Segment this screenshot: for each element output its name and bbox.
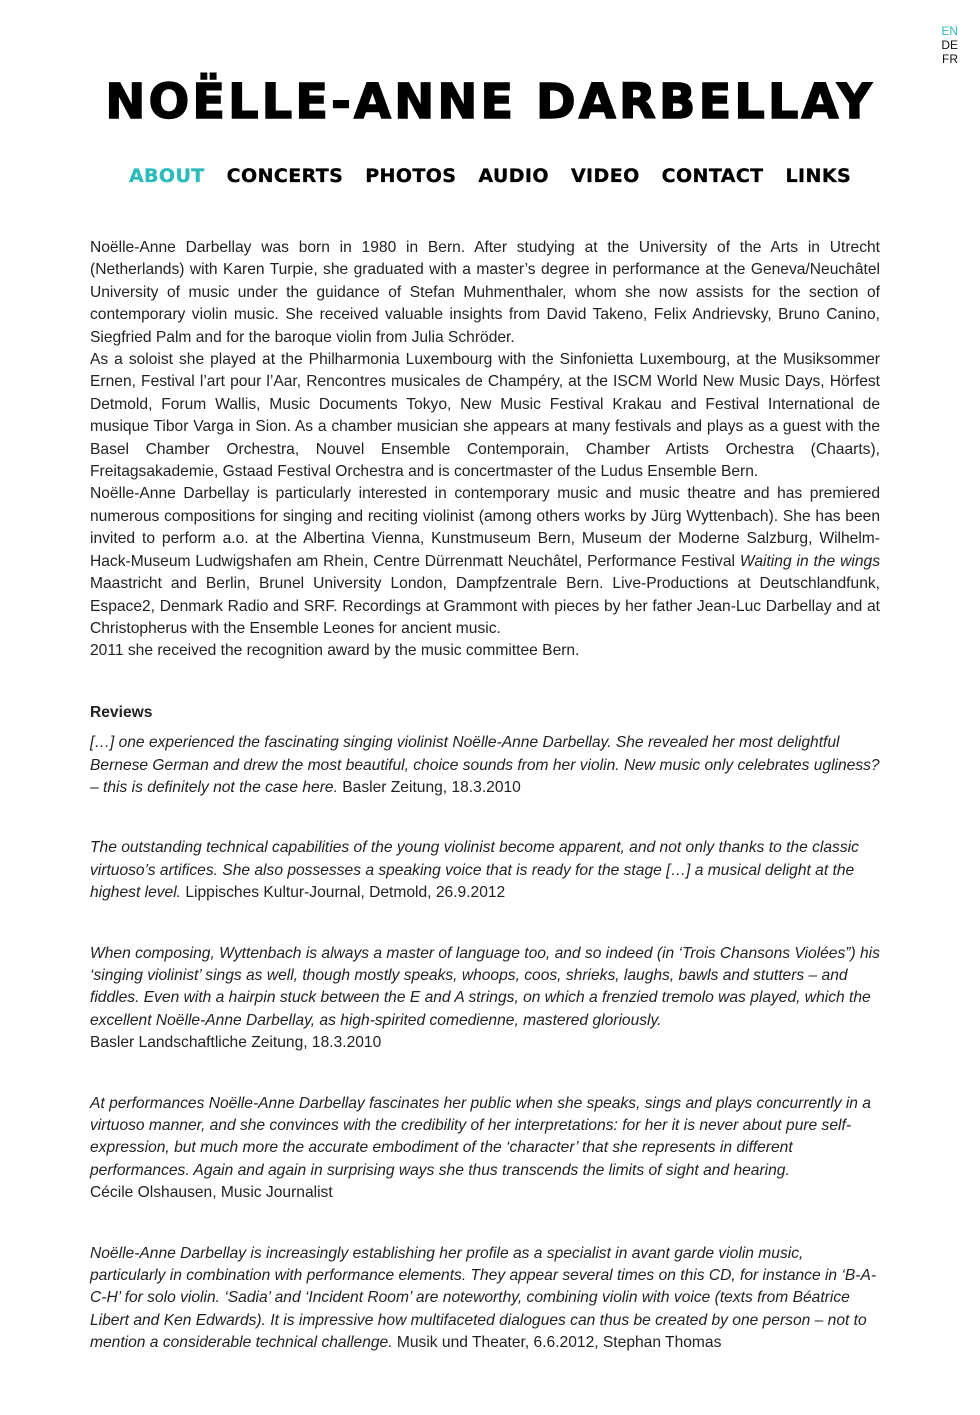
bio-paragraph: Noëlle-Anne Darbellay was born in 1980 in Bern. After studying at the University of the Arts in Utrecht (Netherlands) with Karen Turpie, she graduated with a master’s degree in performance at the Geneva/Neuchâtel University of music under the guidance of Stefan Muhmenthaler, whom she now assists for the section of contemporary violin music. She received valuable insights from David Takeno, Felix Andrievsky, Bruno Canino, Siegfried Palm and for the baroque violin from Julia Schröder. — [90, 239, 880, 346]
festival-title: Waiting in the wings — [739, 552, 880, 570]
bio-text: Noëlle-Anne Darbellay is particularly interested in contemporary music and music theatre and has premiered numerous compositions for singing and reciting violinist (among others works by Jürg Wyttenbach). She has been invited to perform a.o. at the Albertina Vienna, Kunstmuseum Bern, Museum der Moderne Salzburg, Wilhelm-Hack-Museum Ludwigshafen am Rhein, Centre Dürrenmatt Neuchâtel, Performance Festival — [90, 485, 880, 570]
review-quote: When composing, Wyttenbach is always a master of language too, and so indeed (in ‘Trois Chansons Violées”) his ‘singing violinist’ sings as well, though mostly speaks, whoops, coos, shrieks, laughs, bawls and stutters – and fiddles. Even with a hairpin stuck between the E and A strings, on which a frenzied tremolo was played, which the excellent Noëlle-Anne Darbellay, as high-spirited comedienne, mastered gloriously. — [90, 944, 880, 1029]
language-switcher — [941, 24, 958, 66]
review-item — [90, 1243, 880, 1355]
review-item — [90, 732, 880, 799]
review-item — [90, 943, 880, 1055]
review-source: Basler Landschaftliche Zeitung, 18.3.2010 — [90, 1034, 382, 1052]
main-content — [90, 237, 880, 1393]
nav-item-concerts[interactable]: CONCERTS — [226, 165, 344, 187]
bio-text: Maastricht and Berlin, Brunel University London, Dampfzentrale Bern. Live-Productions at Deutschlandfunk, Espace2, Denmark Radio and SRF. Recordings at Grammont with pieces by her father Jean-Luc Darbellay and at Christopherus with the Ensemble Leones for ancient music. — [90, 575, 880, 637]
bio-paragraph: As a soloist she played at the Philharmonia Luxembourg with the Sinfonietta Luxembourg, at the Musiksommer Ernen, Festival l’art pour l’Aar, Rencontres musicales de Champéry, at the ISCM World New Music Days, Hörfest Detmold, Forum Wallis, Music Documents Tokyo, New Music Festival Krakau and Festival International de musique Tibor Varga in Sion. As a chamber musician she appears at many festivals and plays as a guest with the Basel Chamber Orchestra, Nouvel Ensemble Contemporain, Chamber Artists Orchestra (Chaarts), Freitagsakademie, Gstaad Festival Orchestra and is concertmaster of the Ludus Ensemble Bern. — [90, 351, 880, 481]
reviews-heading: Reviews — [90, 703, 153, 721]
language-link-fr[interactable]: FR — [942, 52, 958, 66]
nav-item-about[interactable]: ABOUT — [128, 165, 205, 187]
review-item — [90, 1093, 880, 1205]
nav-item-audio[interactable]: AUDIO — [478, 165, 549, 187]
bio-paragraph: 2011 she received the recognition award by the music committee Bern. — [90, 642, 580, 660]
main-navigation — [0, 162, 980, 190]
nav-item-photos[interactable]: PHOTOS — [365, 165, 457, 187]
review-source: Basler Zeitung, 18.3.2010 — [337, 778, 521, 796]
review-source: Cécile Olshausen, Music Journalist — [90, 1184, 333, 1202]
review-quote: […] one experienced the fascinating singing violinist Noëlle-Anne Darbellay. She revealed her most delightful Bernese German and drew the most beautiful, choice sounds from her violin. New music only celebrates ugliness? – this is definitely not the case here. — [90, 734, 880, 796]
language-link-de[interactable]: DE — [941, 38, 958, 52]
bio-paragraph — [90, 483, 880, 640]
nav-item-links[interactable]: LINKS — [785, 165, 852, 187]
reviews-list — [90, 732, 880, 1355]
review-quote: Noëlle-Anne Darbellay is increasingly establishing her profile as a specialist in avant garde violin music, particularly in combination with performance elements. They appear several times on this CD, for instance in ‘B-A-C-H’ for solo violin. ‘Sadia’ and ‘Incident Room’ are noteworthy, combining violin with voice (texts from Béatrice Libert and Ken Edwards). It is impressive how multifaceted dialogues can thus be created by one person – not to mention a considerable technical challenge. — [90, 1244, 877, 1352]
language-link-en[interactable]: EN — [941, 24, 958, 38]
review-source: Lippisches Kultur-Journal, Detmold, 26.9.2012 — [181, 884, 506, 902]
nav-item-video[interactable]: VIDEO — [570, 165, 640, 187]
review-quote: The outstanding technical capabilities of the young violinist become apparent, and not only thanks to the classic virtuoso’s artifices. She also possesses a speaking voice that is ready for the stage […] a musical delight at the highest level. — [90, 839, 859, 902]
nav-item-contact[interactable]: CONTACT — [661, 165, 764, 187]
site-title: NOËLLE-ANNE DARBELLAY — [105, 74, 875, 130]
review-quote: At performances Noëlle-Anne Darbellay fascinates her public when she speaks, sings and plays concurrently in a virtuoso manner, and she convinces with the credibility of her interpretations: for her it is never about pure self-expression, but much more the accurate embodiment of the ‘character’ that she represents in different performances. Again and again in surprising ways she thus transcends the limits of sight and hearing. — [90, 1094, 871, 1179]
review-source: Musik und Theater, 6.6.2012, Stephan Thomas — [392, 1334, 722, 1352]
biography — [90, 237, 880, 663]
review-item — [90, 837, 880, 904]
